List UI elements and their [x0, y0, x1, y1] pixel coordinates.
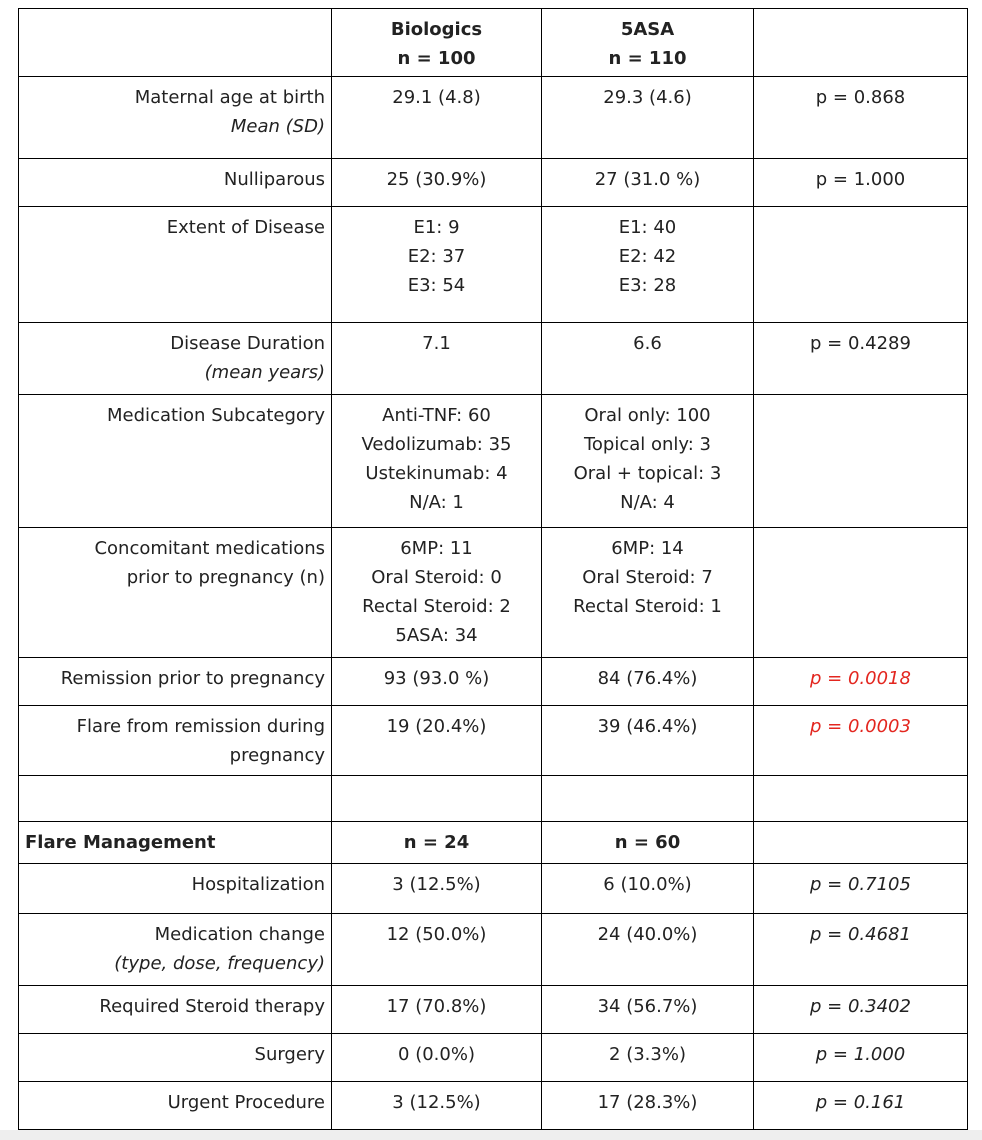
row-label	[19, 1082, 332, 1130]
biologics-value	[332, 1034, 542, 1082]
5asa-value-line: N/A: 4	[620, 492, 675, 513]
row-label	[19, 77, 332, 159]
biologics-value	[332, 528, 542, 658]
row-label-line: prior to pregnancy (n)	[126, 567, 325, 588]
biologics-value-line: 3 (12.5%)	[392, 1092, 481, 1113]
5asa-value	[542, 395, 754, 528]
table-row	[19, 323, 968, 395]
row-label-line: Hospitalization	[191, 874, 325, 895]
row-label-line: Maternal age at birth	[134, 87, 325, 108]
biologics-value	[332, 1082, 542, 1130]
row-label-line: Medication change	[154, 924, 325, 945]
5asa-value-line: 39 (46.4%)	[597, 716, 698, 737]
row-label	[19, 706, 332, 776]
biologics-value-line: Vedolizumab: 35	[361, 434, 512, 455]
row-label-line: pregnancy	[229, 745, 325, 766]
biologics-value	[332, 776, 542, 822]
flare-biologics-n: n = 24	[332, 822, 542, 864]
header-biologics: Biologics n = 100	[332, 9, 542, 77]
biologics-value-line: E3: 54	[407, 275, 466, 296]
5asa-value-line: 17 (28.3%)	[597, 1092, 698, 1113]
p-value: p = 0.7105	[810, 874, 911, 895]
p-value: p = 0.868	[815, 87, 906, 108]
biologics-value-line: N/A: 1	[409, 492, 464, 513]
biologics-value-line: Ustekinumab: 4	[365, 463, 508, 484]
bottom-strip	[0, 1130, 982, 1140]
p-value-cell	[754, 1034, 968, 1082]
biologics-value	[332, 323, 542, 395]
table-row	[19, 658, 968, 706]
row-label-line: Urgent Procedure	[167, 1092, 325, 1113]
5asa-value-line: Oral only: 100	[584, 405, 711, 426]
row-label-line: Extent of Disease	[166, 217, 325, 238]
5asa-value-line: 6 (10.0%)	[603, 874, 692, 895]
biologics-value-line: 5ASA: 34	[395, 625, 478, 646]
p-value-cell	[754, 528, 968, 658]
table-row	[19, 395, 968, 528]
biologics-value	[332, 658, 542, 706]
biologics-value-line: Oral Steroid: 0	[371, 567, 502, 588]
row-label-line: Medication Subcategory	[107, 405, 325, 426]
5asa-value-line: Rectal Steroid: 1	[573, 596, 722, 617]
biologics-value	[332, 77, 542, 159]
biologics-value-line: 12 (50.0%)	[386, 924, 487, 945]
5asa-value	[542, 986, 754, 1034]
p-value: p = 1.000	[815, 1044, 906, 1065]
row-label	[19, 395, 332, 528]
table-row	[19, 1034, 968, 1082]
p-value-cell	[754, 658, 968, 706]
p-value-cell	[754, 77, 968, 159]
table-row	[19, 528, 968, 658]
row-label	[19, 776, 332, 822]
row-label-line: Concomitant medications	[94, 538, 325, 559]
biologics-value-line: 19 (20.4%)	[386, 716, 487, 737]
biologics-value	[332, 395, 542, 528]
p-value-cell	[754, 395, 968, 528]
row-label	[19, 914, 332, 986]
table-row	[19, 159, 968, 207]
5asa-value-line: 27 (31.0 %)	[594, 169, 701, 190]
p-value-cell	[754, 706, 968, 776]
5asa-value	[542, 658, 754, 706]
row-label-line: Disease Duration	[170, 333, 325, 354]
header-empty-cell	[19, 9, 332, 77]
biologics-value	[332, 159, 542, 207]
row-label-subtitle: (type, dose, frequency)	[114, 953, 325, 974]
biologics-value-line: 0 (0.0%)	[398, 1044, 475, 1065]
5asa-value-line: 2 (3.3%)	[609, 1044, 686, 1065]
5asa-value	[542, 207, 754, 323]
biologics-value-line: Anti-TNF: 60	[382, 405, 491, 426]
5asa-value	[542, 914, 754, 986]
biologics-value	[332, 864, 542, 914]
biologics-value	[332, 207, 542, 323]
table-row	[19, 77, 968, 159]
row-label-line: Flare from remission during	[76, 716, 325, 737]
row-label	[19, 986, 332, 1034]
flare-management-title: Flare Management	[19, 822, 332, 864]
biologics-value-line: 3 (12.5%)	[392, 874, 481, 895]
comparison-table	[18, 8, 968, 1130]
biologics-value-line: E1: 9	[413, 217, 460, 238]
table-row	[19, 207, 968, 323]
header-p-cell	[754, 9, 968, 77]
5asa-value	[542, 323, 754, 395]
p-value-cell	[754, 776, 968, 822]
row-label	[19, 528, 332, 658]
p-value: p = 0.0003	[810, 716, 911, 737]
biologics-value	[332, 706, 542, 776]
5asa-value-line: Topical only: 3	[583, 434, 712, 455]
p-value: p = 0.4289	[810, 333, 911, 354]
row-label-line: Remission prior to pregnancy	[60, 668, 325, 689]
biologics-value-line: 29.1 (4.8)	[392, 87, 481, 108]
row-label	[19, 159, 332, 207]
5asa-value-line: Oral Steroid: 7	[582, 567, 713, 588]
5asa-value-line: E3: 28	[618, 275, 677, 296]
5asa-value-line: 6.6	[633, 333, 662, 354]
row-label-line: Surgery	[254, 1044, 325, 1065]
row-label	[19, 323, 332, 395]
5asa-value	[542, 864, 754, 914]
flare-management-header-row	[19, 822, 968, 864]
flare-5asa-n: n = 60	[542, 822, 754, 864]
header-5asa: 5ASA n = 110	[542, 9, 754, 77]
table-row	[19, 1082, 968, 1130]
5asa-value-line: E1: 40	[618, 217, 677, 238]
row-label-subtitle: Mean (SD)	[230, 116, 325, 137]
biologics-value-line: 6MP: 11	[400, 538, 473, 559]
5asa-value	[542, 528, 754, 658]
table-row	[19, 776, 968, 822]
table-row	[19, 914, 968, 986]
p-value-cell	[754, 323, 968, 395]
p-value: p = 0.0018	[810, 668, 911, 689]
p-value: p = 1.000	[815, 169, 906, 190]
biologics-value-line: 7.1	[422, 333, 451, 354]
5asa-value	[542, 1034, 754, 1082]
5asa-value-line: E2: 42	[618, 246, 677, 267]
table-row	[19, 864, 968, 914]
row-label-subtitle: (mean years)	[204, 362, 325, 383]
p-value-cell	[754, 864, 968, 914]
biologics-value-line: 93 (93.0 %)	[383, 668, 490, 689]
5asa-value	[542, 77, 754, 159]
row-label	[19, 1034, 332, 1082]
p-value-cell	[754, 986, 968, 1034]
5asa-value	[542, 159, 754, 207]
p-value-cell	[754, 1082, 968, 1130]
5asa-value-line: 6MP: 14	[611, 538, 684, 559]
row-label	[19, 658, 332, 706]
biologics-value	[332, 914, 542, 986]
5asa-value-line: Oral + topical: 3	[573, 463, 722, 484]
table-row	[19, 706, 968, 776]
header-row	[19, 9, 968, 77]
5asa-value-line: 34 (56.7%)	[597, 996, 698, 1017]
row-label	[19, 864, 332, 914]
p-value-cell	[754, 159, 968, 207]
biologics-value-line: E2: 37	[407, 246, 466, 267]
biologics-value-line: 25 (30.9%)	[386, 169, 487, 190]
5asa-value	[542, 706, 754, 776]
p-value-cell	[754, 207, 968, 323]
5asa-value	[542, 776, 754, 822]
5asa-value-line: 84 (76.4%)	[597, 668, 698, 689]
p-value: p = 0.3402	[810, 996, 911, 1017]
5asa-value	[542, 1082, 754, 1130]
biologics-value	[332, 986, 542, 1034]
p-value: p = 0.4681	[810, 924, 911, 945]
row-label-line: Nulliparous	[223, 169, 325, 190]
p-value-cell	[754, 914, 968, 986]
row-label	[19, 207, 332, 323]
p-value: p = 0.161	[815, 1092, 906, 1113]
row-label-line: Required Steroid therapy	[99, 996, 325, 1017]
biologics-value-line: 17 (70.8%)	[386, 996, 487, 1017]
5asa-value-line: 24 (40.0%)	[597, 924, 698, 945]
table-row	[19, 986, 968, 1034]
5asa-value-line: 29.3 (4.6)	[603, 87, 692, 108]
biologics-value-line: Rectal Steroid: 2	[362, 596, 511, 617]
flare-p-empty	[754, 822, 968, 864]
